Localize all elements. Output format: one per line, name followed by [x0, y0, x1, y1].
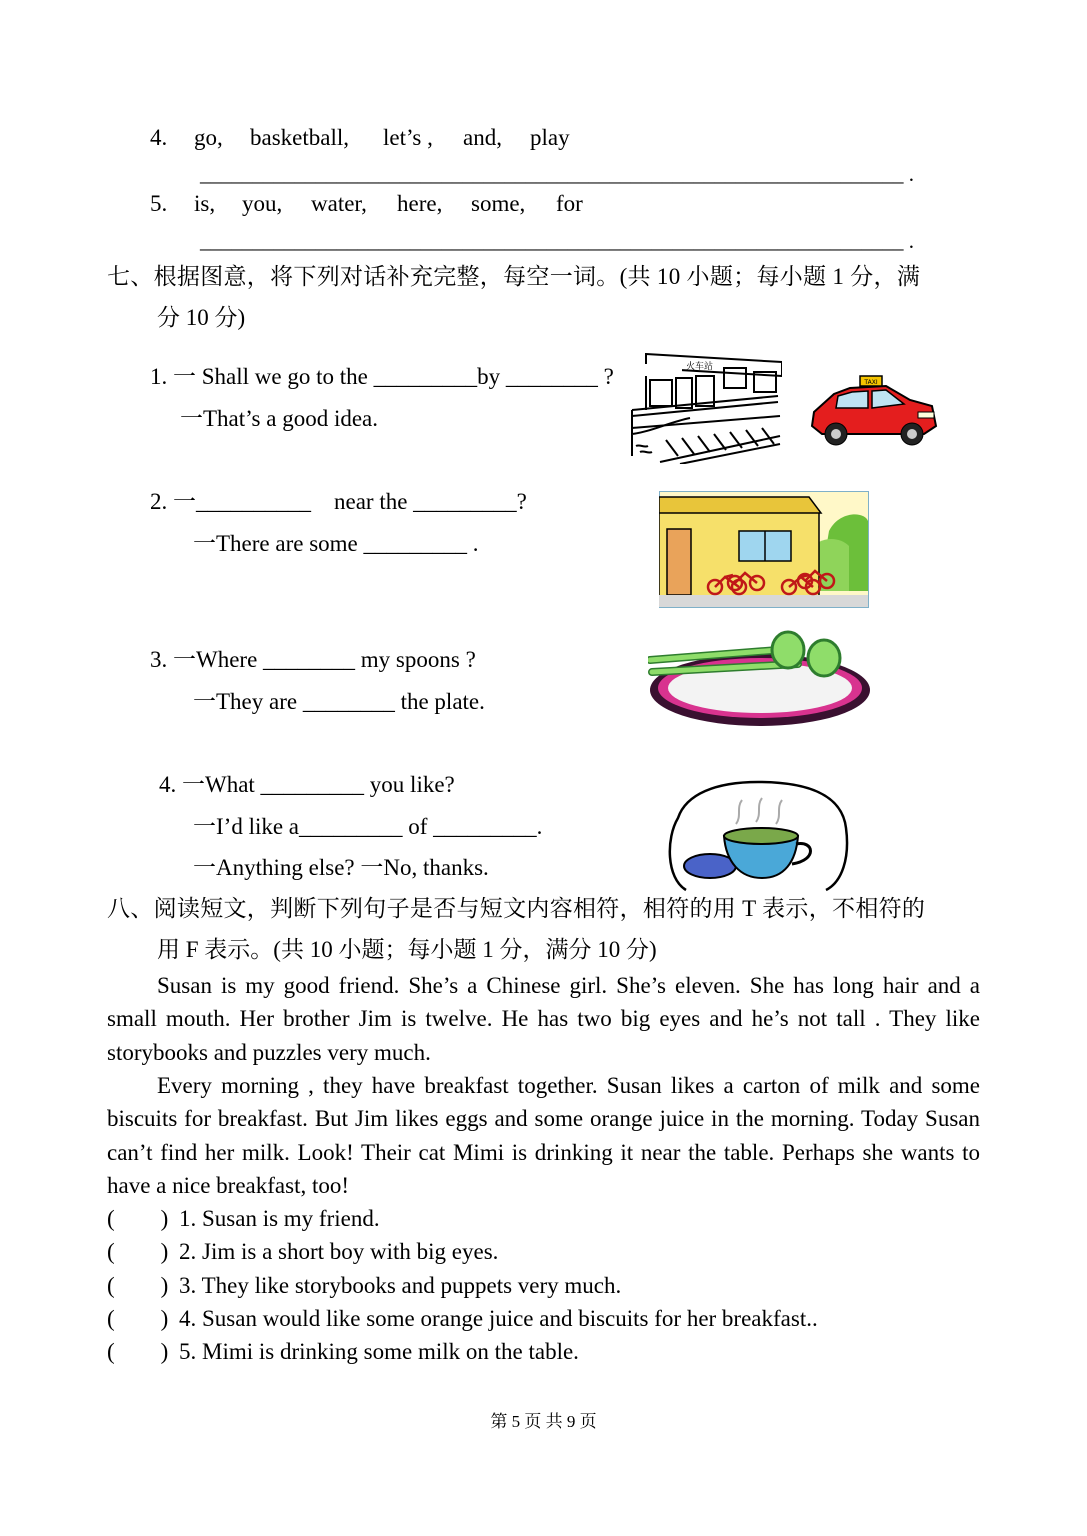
- q4-question: 4. 一What _________ you like?: [159, 772, 455, 797]
- q2-question: 2. 一__________ near the _________?: [150, 489, 527, 514]
- taxi-image: [808, 372, 940, 450]
- item-4-word: and,: [463, 125, 502, 150]
- spoons-plate-image: [648, 630, 872, 728]
- passage-paragraph-2: Every morning , they have breakfast together. Susan likes a carton of milk and some biscuits for breakfast. But Jim likes eggs and some orange juice in the morning. Today Susan can’t find her milk. Look! Their cat Mimi is drinking it near the table. Perhaps she wants to have a nice breakfast, too!: [107, 1073, 980, 1198]
- tf-paren[interactable]: ( ): [107, 1273, 169, 1298]
- item-4-word: basketball,: [250, 125, 349, 150]
- section7-heading-cont: 分 10 分): [157, 305, 246, 330]
- tf-paren[interactable]: ( ): [107, 1339, 169, 1364]
- section7-heading: 七、根据图意，将下列对话补充完整，每空一词。(共 10 小题；每小题 1 分，满: [107, 264, 921, 289]
- section8-heading-cont: 用 F 表示。(共 10 小题；每小题 1 分，满分 10 分): [157, 937, 657, 962]
- item-5-word: water,: [311, 191, 367, 216]
- passage-paragraph-1: Susan is my good friend. She’s a Chinese girl. She’s eleven. She has long hair and a small mouth. Her brother Jim is twelve. He has two big eyes and he’s not tall . They like storybooks and puzzles very much.: [107, 973, 980, 1065]
- item-5-word: here,: [397, 191, 443, 216]
- station-sign-text: 火车站: [686, 362, 714, 372]
- tf-paren[interactable]: ( ): [107, 1239, 169, 1264]
- item-4-word: let’s ,: [383, 125, 433, 150]
- section8-heading: 八、阅读短文，判断下列句子是否与短文内容相符，相符的用 T 表示，不相符的: [107, 896, 926, 921]
- item-5-word: is,: [194, 191, 216, 216]
- tf-paren[interactable]: ( ): [107, 1206, 169, 1231]
- q1-question: 1. 一 Shall we go to the _________by ________ ?: [150, 364, 614, 389]
- item-5-word: you,: [242, 191, 283, 216]
- bike-shed-image: [659, 491, 869, 608]
- item-4-word: play: [530, 125, 570, 150]
- tf-statement: 3. They like storybooks and puppets very much.: [179, 1273, 622, 1298]
- tf-statement: 5. Mimi is drinking some milk on the table.: [179, 1339, 579, 1364]
- q4-answer: 一I’d like a_________ of _________.: [193, 814, 543, 839]
- tf-paren[interactable]: ( ): [107, 1306, 169, 1331]
- item-4-answer-line: ___________________________________________________________________ .: [200, 162, 914, 186]
- q2-answer: 一There are some _________ .: [193, 531, 479, 556]
- item-4-number: 4.: [150, 125, 168, 150]
- tea-cup-image: [666, 778, 850, 892]
- tf-statement: 4. Susan would like some orange juice and biscuits for her breakfast..: [179, 1306, 818, 1331]
- q1-answer: 一That’s a good idea.: [180, 406, 379, 431]
- tf-statement: 1. Susan is my friend.: [179, 1206, 380, 1231]
- item-5-number: 5.: [150, 191, 168, 216]
- page-footer: 第 5 页 共 9 页: [490, 1412, 597, 1431]
- tf-statement: 2. Jim is a short boy with big eyes.: [179, 1239, 499, 1264]
- taxi-sign-text: TAXI: [864, 379, 878, 386]
- q3-question: 3. 一Where ________ my spoons ?: [150, 647, 476, 672]
- item-5-answer-line: ___________________________________________________________________ .: [200, 229, 914, 253]
- item-4-word: go,: [194, 125, 223, 150]
- q3-answer: 一They are ________ the plate.: [193, 689, 485, 714]
- item-5-word: some,: [471, 191, 526, 216]
- train-station-image: [630, 352, 782, 464]
- q4-followup: 一Anything else? 一No, thanks.: [193, 855, 489, 880]
- item-5-word: for: [556, 191, 583, 216]
